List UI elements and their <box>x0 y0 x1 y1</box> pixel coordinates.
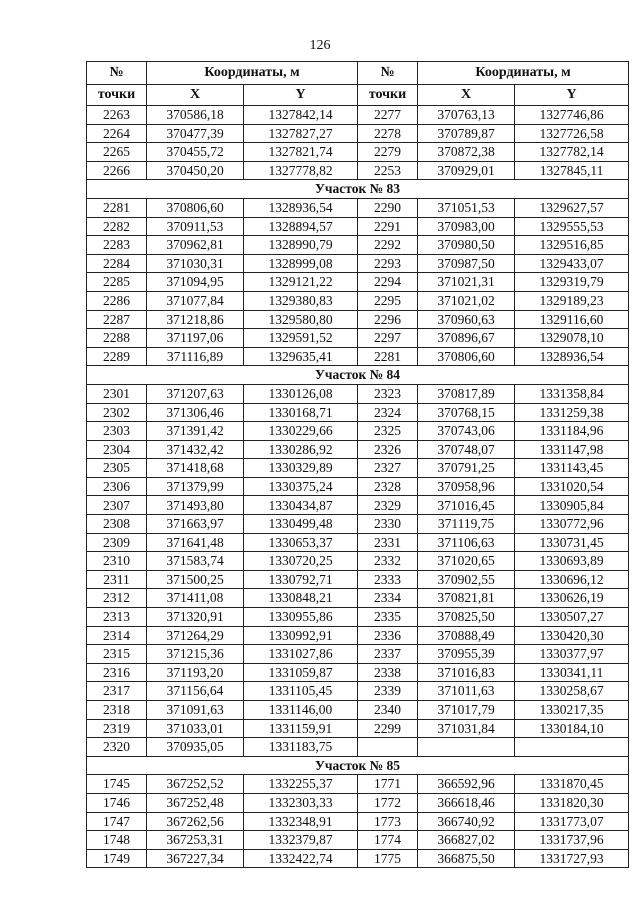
y-coordinate-cell: 1332379,87 <box>244 831 358 850</box>
section-title: Участок № 84 <box>87 366 629 385</box>
x-coordinate-cell: 371156,64 <box>147 682 244 701</box>
x-coordinate-cell: 370748,07 <box>418 440 515 459</box>
point-number-cell: 2319 <box>87 719 147 738</box>
y-coordinate-cell: 1328936,54 <box>244 198 358 217</box>
point-number-cell: 2290 <box>358 198 418 217</box>
x-coordinate-cell: 371094,95 <box>147 273 244 292</box>
y-coordinate-cell: 1329516,85 <box>515 236 629 255</box>
x-coordinate-cell: 370896,67 <box>418 329 515 348</box>
point-number-cell: 2312 <box>87 589 147 608</box>
point-number-cell: 2282 <box>87 217 147 236</box>
y-coordinate-cell: 1330229,66 <box>244 422 358 441</box>
table-row <box>87 589 629 608</box>
x-coordinate-cell: 371020,65 <box>418 552 515 571</box>
point-number-cell: 2338 <box>358 663 418 682</box>
table-row <box>87 682 629 701</box>
y-coordinate-cell: 1330420,30 <box>515 626 629 645</box>
x-coordinate-cell: 371493,80 <box>147 496 244 515</box>
point-number-cell: 1774 <box>358 831 418 850</box>
y-coordinate-cell: 1331059,87 <box>244 663 358 682</box>
table-row <box>87 236 629 255</box>
x-coordinate-cell: 371030,31 <box>147 254 244 273</box>
table-row <box>87 347 629 366</box>
y-coordinate-cell: 1329116,60 <box>515 310 629 329</box>
y-coordinate-cell: 1329078,10 <box>515 329 629 348</box>
y-coordinate-cell: 1329380,83 <box>244 291 358 310</box>
x-coordinate-cell: 371391,42 <box>147 422 244 441</box>
x-coordinate-cell: 371116,89 <box>147 347 244 366</box>
x-coordinate-cell: 371091,63 <box>147 701 244 720</box>
y-coordinate-cell <box>515 738 629 757</box>
x-coordinate-cell: 371011,63 <box>418 682 515 701</box>
y-coordinate-cell: 1330772,96 <box>515 515 629 534</box>
point-number-cell: 2283 <box>87 236 147 255</box>
point-number-header-bottom: точки <box>358 85 418 106</box>
y-coordinate-cell: 1328894,57 <box>244 217 358 236</box>
y-coordinate-cell: 1330696,12 <box>515 570 629 589</box>
x-coordinate-cell: 371051,53 <box>418 198 515 217</box>
y-header: Y <box>244 85 358 106</box>
table-row <box>87 329 629 348</box>
y-coordinate-cell: 1329121,22 <box>244 273 358 292</box>
y-coordinate-cell: 1327782,14 <box>515 143 629 162</box>
table-row <box>87 459 629 478</box>
table-row <box>87 440 629 459</box>
table-header-row <box>87 85 629 106</box>
point-number-cell: 2295 <box>358 291 418 310</box>
y-coordinate-cell: 1330377,97 <box>515 645 629 664</box>
y-coordinate-cell: 1331143,45 <box>515 459 629 478</box>
x-coordinate-cell: 370987,50 <box>418 254 515 273</box>
x-coordinate-cell: 370958,96 <box>418 477 515 496</box>
x-coordinate-cell: 371021,31 <box>418 273 515 292</box>
x-coordinate-cell: 367253,31 <box>147 831 244 850</box>
x-coordinate-cell: 370477,39 <box>147 124 244 143</box>
x-coordinate-cell: 370768,15 <box>418 403 515 422</box>
x-coordinate-cell: 371215,36 <box>147 645 244 664</box>
y-coordinate-cell: 1330341,11 <box>515 663 629 682</box>
table-row <box>87 198 629 217</box>
table-row <box>87 515 629 534</box>
section-title-row <box>87 366 629 385</box>
y-coordinate-cell: 1327845,11 <box>515 161 629 180</box>
x-coordinate-cell: 371583,74 <box>147 552 244 571</box>
x-coordinate-cell: 371218,86 <box>147 310 244 329</box>
table-header-row <box>87 62 629 85</box>
point-number-cell: 2328 <box>358 477 418 496</box>
point-number-cell: 2318 <box>87 701 147 720</box>
x-coordinate-cell: 371119,75 <box>418 515 515 534</box>
y-coordinate-cell: 1328990,79 <box>244 236 358 255</box>
table-body <box>87 106 629 868</box>
y-coordinate-cell: 1332303,33 <box>244 793 358 812</box>
x-coordinate-cell: 370929,01 <box>418 161 515 180</box>
section-title-row <box>87 180 629 199</box>
x-coordinate-cell: 370980,50 <box>418 236 515 255</box>
point-number-cell: 2307 <box>87 496 147 515</box>
y-coordinate-cell: 1331870,45 <box>515 775 629 794</box>
point-number-cell: 1747 <box>87 812 147 831</box>
x-coordinate-cell: 370791,25 <box>418 459 515 478</box>
y-coordinate-cell: 1327746,86 <box>515 106 629 125</box>
x-coordinate-cell: 371379,99 <box>147 477 244 496</box>
point-number-cell: 2313 <box>87 608 147 627</box>
y-coordinate-cell: 1327842,14 <box>244 106 358 125</box>
y-coordinate-cell: 1331184,96 <box>515 422 629 441</box>
point-number-cell: 2302 <box>87 403 147 422</box>
table-row <box>87 254 629 273</box>
point-number-cell: 2308 <box>87 515 147 534</box>
y-coordinate-cell: 1330184,10 <box>515 719 629 738</box>
table-row <box>87 422 629 441</box>
x-coordinate-cell: 371320,91 <box>147 608 244 627</box>
x-coordinate-cell: 370902,55 <box>418 570 515 589</box>
point-number-cell: 1749 <box>87 849 147 868</box>
table-row <box>87 608 629 627</box>
point-number-cell: 2297 <box>358 329 418 348</box>
x-coordinate-cell: 371193,20 <box>147 663 244 682</box>
x-coordinate-cell: 371016,45 <box>418 496 515 515</box>
y-coordinate-cell: 1331146,00 <box>244 701 358 720</box>
table-row <box>87 645 629 664</box>
point-number-cell: 2279 <box>358 143 418 162</box>
y-coordinate-cell: 1330792,71 <box>244 570 358 589</box>
x-coordinate-cell: 371411,08 <box>147 589 244 608</box>
x-coordinate-cell: 367252,52 <box>147 775 244 794</box>
y-coordinate-cell: 1331159,91 <box>244 719 358 738</box>
y-coordinate-cell: 1328936,54 <box>515 347 629 366</box>
x-coordinate-cell: 371031,84 <box>418 719 515 738</box>
y-coordinate-cell: 1331259,38 <box>515 403 629 422</box>
table-row <box>87 701 629 720</box>
x-coordinate-cell: 371077,84 <box>147 291 244 310</box>
x-coordinate-cell: 370821,81 <box>418 589 515 608</box>
point-number-cell: 2304 <box>87 440 147 459</box>
y-coordinate-cell: 1330905,84 <box>515 496 629 515</box>
y-coordinate-cell: 1330653,37 <box>244 533 358 552</box>
x-coordinate-cell: 367252,48 <box>147 793 244 812</box>
point-number-cell: 2265 <box>87 143 147 162</box>
point-number-cell: 2329 <box>358 496 418 515</box>
point-number-cell: 2263 <box>87 106 147 125</box>
y-coordinate-cell: 1329189,23 <box>515 291 629 310</box>
point-number-cell: 2301 <box>87 384 147 403</box>
y-coordinate-cell: 1330217,35 <box>515 701 629 720</box>
y-coordinate-cell: 1330168,71 <box>244 403 358 422</box>
y-coordinate-cell: 1330848,21 <box>244 589 358 608</box>
y-coordinate-cell: 1330126,08 <box>244 384 358 403</box>
point-number-cell: 2333 <box>358 570 418 589</box>
table-row <box>87 738 629 757</box>
x-header: X <box>147 85 244 106</box>
table-row <box>87 793 629 812</box>
point-number-cell: 2291 <box>358 217 418 236</box>
coordinates-header: Координаты, м <box>147 62 358 85</box>
point-number-cell: 2323 <box>358 384 418 403</box>
coordinates-table <box>86 61 629 868</box>
point-number-cell: 2314 <box>87 626 147 645</box>
y-coordinate-cell: 1331358,84 <box>515 384 629 403</box>
point-number-cell: 2264 <box>87 124 147 143</box>
point-number-cell: 2289 <box>87 347 147 366</box>
x-coordinate-cell: 371641,48 <box>147 533 244 552</box>
y-coordinate-cell: 1330720,25 <box>244 552 358 571</box>
y-coordinate-cell: 1327821,74 <box>244 143 358 162</box>
x-coordinate-cell: 370806,60 <box>147 198 244 217</box>
point-number-cell: 2311 <box>87 570 147 589</box>
table-row <box>87 552 629 571</box>
point-number-cell: 1775 <box>358 849 418 868</box>
point-number-cell: 2336 <box>358 626 418 645</box>
section-title: Участок № 85 <box>87 756 629 775</box>
point-number-cell: 2335 <box>358 608 418 627</box>
point-number-header-bottom: точки <box>87 85 147 106</box>
point-number-cell: 2299 <box>358 719 418 738</box>
y-coordinate-cell: 1330286,92 <box>244 440 358 459</box>
point-number-cell: 2330 <box>358 515 418 534</box>
point-number-cell: 2277 <box>358 106 418 125</box>
point-number-cell: 2331 <box>358 533 418 552</box>
x-coordinate-cell: 366875,50 <box>418 849 515 868</box>
section-title: Участок № 83 <box>87 180 629 199</box>
point-number-cell: 2286 <box>87 291 147 310</box>
y-coordinate-cell: 1330434,87 <box>244 496 358 515</box>
point-number-cell: 2320 <box>87 738 147 757</box>
table-row <box>87 161 629 180</box>
point-number-cell: 2293 <box>358 254 418 273</box>
point-number-cell: 2325 <box>358 422 418 441</box>
y-coordinate-cell: 1330375,24 <box>244 477 358 496</box>
point-number-cell: 2334 <box>358 589 418 608</box>
y-coordinate-cell: 1329591,52 <box>244 329 358 348</box>
x-coordinate-cell: 370450,20 <box>147 161 244 180</box>
point-number-cell: 2281 <box>358 347 418 366</box>
table-row <box>87 849 629 868</box>
x-coordinate-cell: 370935,05 <box>147 738 244 757</box>
table-row <box>87 626 629 645</box>
y-coordinate-cell: 1328999,08 <box>244 254 358 273</box>
y-coordinate-cell: 1331820,30 <box>515 793 629 812</box>
point-number-cell: 2266 <box>87 161 147 180</box>
x-coordinate-cell: 371663,97 <box>147 515 244 534</box>
x-coordinate-cell: 370911,53 <box>147 217 244 236</box>
y-coordinate-cell: 1327726,58 <box>515 124 629 143</box>
x-coordinate-cell: 367262,56 <box>147 812 244 831</box>
table-row <box>87 106 629 125</box>
point-number-cell: 2337 <box>358 645 418 664</box>
y-header: Y <box>515 85 629 106</box>
table-row <box>87 124 629 143</box>
point-number-cell: 2284 <box>87 254 147 273</box>
y-coordinate-cell: 1327827,27 <box>244 124 358 143</box>
y-coordinate-cell: 1332255,37 <box>244 775 358 794</box>
table-row <box>87 403 629 422</box>
point-number-cell: 2303 <box>87 422 147 441</box>
point-number-cell: 1772 <box>358 793 418 812</box>
x-coordinate-cell: 371264,29 <box>147 626 244 645</box>
point-number-cell: 2309 <box>87 533 147 552</box>
point-number-cell: 1748 <box>87 831 147 850</box>
point-number-cell: 2288 <box>87 329 147 348</box>
point-number-cell: 2294 <box>358 273 418 292</box>
x-coordinate-cell: 370960,63 <box>418 310 515 329</box>
table-row <box>87 812 629 831</box>
x-coordinate-cell <box>418 738 515 757</box>
x-coordinate-cell: 371306,46 <box>147 403 244 422</box>
y-coordinate-cell: 1329555,53 <box>515 217 629 236</box>
y-coordinate-cell: 1331183,75 <box>244 738 358 757</box>
point-number-cell: 2305 <box>87 459 147 478</box>
y-coordinate-cell: 1329635,41 <box>244 347 358 366</box>
point-number-header-top: № <box>358 62 418 85</box>
table-row <box>87 273 629 292</box>
point-number-cell: 2278 <box>358 124 418 143</box>
point-number-cell: 2327 <box>358 459 418 478</box>
point-number-cell: 1745 <box>87 775 147 794</box>
x-coordinate-cell: 371033,01 <box>147 719 244 738</box>
point-number-cell: 2285 <box>87 273 147 292</box>
table-row <box>87 719 629 738</box>
x-coordinate-cell: 370455,72 <box>147 143 244 162</box>
x-coordinate-cell: 366740,92 <box>418 812 515 831</box>
y-coordinate-cell: 1329580,80 <box>244 310 358 329</box>
point-number-cell: 2339 <box>358 682 418 701</box>
x-coordinate-cell: 370872,38 <box>418 143 515 162</box>
point-number-cell: 2287 <box>87 310 147 329</box>
x-coordinate-cell: 370789,87 <box>418 124 515 143</box>
table-row <box>87 831 629 850</box>
x-coordinate-cell: 371418,68 <box>147 459 244 478</box>
x-coordinate-cell: 371207,63 <box>147 384 244 403</box>
table-row <box>87 217 629 236</box>
table-row <box>87 310 629 329</box>
x-coordinate-cell: 366618,46 <box>418 793 515 812</box>
table-row <box>87 291 629 310</box>
point-number-cell: 1773 <box>358 812 418 831</box>
point-number-cell: 2326 <box>358 440 418 459</box>
y-coordinate-cell: 1330499,48 <box>244 515 358 534</box>
point-number-cell: 2306 <box>87 477 147 496</box>
x-coordinate-cell: 371021,02 <box>418 291 515 310</box>
coordinates-header: Координаты, м <box>418 62 629 85</box>
x-coordinate-cell: 371500,25 <box>147 570 244 589</box>
y-coordinate-cell: 1330731,45 <box>515 533 629 552</box>
point-number-cell: 2292 <box>358 236 418 255</box>
x-coordinate-cell: 370763,13 <box>418 106 515 125</box>
y-coordinate-cell: 1330507,27 <box>515 608 629 627</box>
point-number-cell: 2340 <box>358 701 418 720</box>
x-coordinate-cell: 371106,63 <box>418 533 515 552</box>
y-coordinate-cell: 1329433,07 <box>515 254 629 273</box>
x-coordinate-cell: 370825,50 <box>418 608 515 627</box>
table-row <box>87 384 629 403</box>
table-row <box>87 775 629 794</box>
x-header: X <box>418 85 515 106</box>
y-coordinate-cell: 1331727,93 <box>515 849 629 868</box>
x-coordinate-cell: 370817,89 <box>418 384 515 403</box>
point-number-cell: 2316 <box>87 663 147 682</box>
y-coordinate-cell: 1331027,86 <box>244 645 358 664</box>
x-coordinate-cell: 371432,42 <box>147 440 244 459</box>
y-coordinate-cell: 1331105,45 <box>244 682 358 701</box>
y-coordinate-cell: 1332348,91 <box>244 812 358 831</box>
point-number-cell: 2281 <box>87 198 147 217</box>
x-coordinate-cell: 370888,49 <box>418 626 515 645</box>
y-coordinate-cell: 1329627,57 <box>515 198 629 217</box>
y-coordinate-cell: 1332422,74 <box>244 849 358 868</box>
x-coordinate-cell: 366827,02 <box>418 831 515 850</box>
y-coordinate-cell: 1331737,96 <box>515 831 629 850</box>
x-coordinate-cell: 370955,39 <box>418 645 515 664</box>
x-coordinate-cell: 371197,06 <box>147 329 244 348</box>
x-coordinate-cell: 370806,60 <box>418 347 515 366</box>
point-number-cell: 2310 <box>87 552 147 571</box>
y-coordinate-cell: 1330992,91 <box>244 626 358 645</box>
table-row <box>87 663 629 682</box>
y-coordinate-cell: 1331020,54 <box>515 477 629 496</box>
x-coordinate-cell: 370983,00 <box>418 217 515 236</box>
section-title-row <box>87 756 629 775</box>
y-coordinate-cell: 1330955,86 <box>244 608 358 627</box>
point-number-cell: 2253 <box>358 161 418 180</box>
x-coordinate-cell: 370586,18 <box>147 106 244 125</box>
point-number-cell: 1771 <box>358 775 418 794</box>
y-coordinate-cell: 1330626,19 <box>515 589 629 608</box>
x-coordinate-cell: 367227,34 <box>147 849 244 868</box>
point-number-cell: 2332 <box>358 552 418 571</box>
x-coordinate-cell: 370962,81 <box>147 236 244 255</box>
point-number-cell <box>358 738 418 757</box>
table-row <box>87 533 629 552</box>
y-coordinate-cell: 1330258,67 <box>515 682 629 701</box>
point-number-cell: 2296 <box>358 310 418 329</box>
table-row <box>87 570 629 589</box>
x-coordinate-cell: 371017,79 <box>418 701 515 720</box>
point-number-cell: 1746 <box>87 793 147 812</box>
table-row <box>87 143 629 162</box>
point-number-cell: 2324 <box>358 403 418 422</box>
point-number-cell: 2317 <box>87 682 147 701</box>
y-coordinate-cell: 1331773,07 <box>515 812 629 831</box>
point-number-cell: 2315 <box>87 645 147 664</box>
x-coordinate-cell: 366592,96 <box>418 775 515 794</box>
y-coordinate-cell: 1330329,89 <box>244 459 358 478</box>
table-row <box>87 477 629 496</box>
point-number-header-top: № <box>87 62 147 85</box>
y-coordinate-cell: 1329319,79 <box>515 273 629 292</box>
y-coordinate-cell: 1331147,98 <box>515 440 629 459</box>
table-row <box>87 496 629 515</box>
page-number: 126 <box>309 38 331 53</box>
x-coordinate-cell: 370743,06 <box>418 422 515 441</box>
y-coordinate-cell: 1330693,89 <box>515 552 629 571</box>
y-coordinate-cell: 1327778,82 <box>244 161 358 180</box>
x-coordinate-cell: 371016,83 <box>418 663 515 682</box>
